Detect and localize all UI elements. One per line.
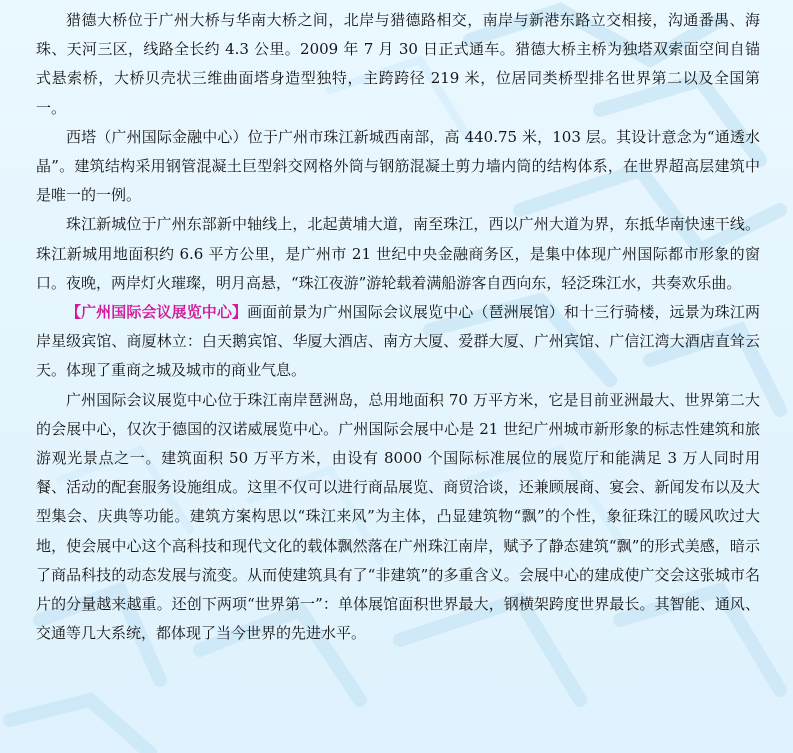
paragraph-text: 画面前景为广州国际会议展览中心（琶洲展馆）和十三行骑楼，远景为珠江两岸星级宾馆、商厦林立：白天鹅宾馆、华厦大酒店、南方大厦、爱群大厦、广州宾馆、广信江湾大酒店直耸云天。体现了重商之城及城市的商业气息。 <box>36 303 760 380</box>
paragraph-lide-bridge <box>36 6 760 123</box>
paragraph-convention-center-detail <box>36 386 760 649</box>
paragraph-text: 广州国际会议展览中心位于珠江南岸琶洲岛，总用地面积 70 万平方米，它是目前亚洲最大、世界第二大的会展中心，仅次于德国的汉诺威展览中心。广州国际会展中心是 21 世纪广州城市新形象的标志性建筑和旅游观光景点之一。建筑面积 50 万平方米，由设有 8000 个国际标准展位的展览厅和能满足 3 万人同时用餐、活动的配套服务设施组成。这里不仅可以进行商品展览、商贸洽谈，还兼顾展商、宴会、新闻发布以及大型集会、庆典等功能。建筑方案构思以“珠江来风”为主体，凸显建筑物“飘”的个性，象征珠江的暖风吹过大地，使会展中心这个高科技和现代文化的载体飘然落在广州珠江南岸，赋予了静态建筑“飘”的形式美感，暗示了商品科技的动态发展与流变。从而使建筑具有了“非建筑”的多重含义。会展中心的建成使广交会这张城市名片的分量越来越重。还创下两项“世界第一”：单体展馆面积世界最大，钢横架跨度世界最长。其智能、通风、交通等几大系统，都体现了当今世界的先进水平。 <box>36 390 760 643</box>
section-heading: 【广州国际会议展览中心】 <box>66 303 248 322</box>
paragraph-zhujiang-new-town <box>36 210 760 298</box>
paragraph-text: 西塔（广州国际金融中心）位于广州市珠江新城西南部，高 440.75 米，103 层。其设计意念为“通透水晶”。建筑结构采用钢管混凝土巨型斜交网格外筒与钢筋混凝土剪力墙内筒的结构体系，在世界超高层建筑中是唯一的一例。 <box>36 127 760 205</box>
paragraph-west-tower <box>36 123 760 211</box>
paragraph-convention-center-intro <box>36 298 760 386</box>
article-body <box>36 6 760 648</box>
paragraph-text: 珠江新城位于广州东部新中轴线上，北起黄埔大道，南至珠江，西以广州大道为界，东抵华南快速干线。珠江新城用地面积约 6.6 平方公里，是广州市 21 世纪中央金融商务区，是集中体现广州国际都市形象的窗口。夜晚，两岸灯火璀璨，明月高悬，“珠江夜游”游轮载着满船游客自西向东，轻泛珠江水，共奏欢乐曲。 <box>36 215 760 292</box>
paragraph-text: 猎德大桥位于广州大桥与华南大桥之间，北岸与猎德路相交，南岸与新港东路立交相接，沟通番禺、海珠、天河三区，线路全长约 4.3 公里。2009 年 7 月 30 日正式通车。猎德大桥主桥为独塔双索面空间自锚式悬索桥，大桥贝壳状三维曲面塔身造型独特，主跨跨径 219 米，位居同类桥型排名世界第二以及全国第一。 <box>36 11 760 117</box>
